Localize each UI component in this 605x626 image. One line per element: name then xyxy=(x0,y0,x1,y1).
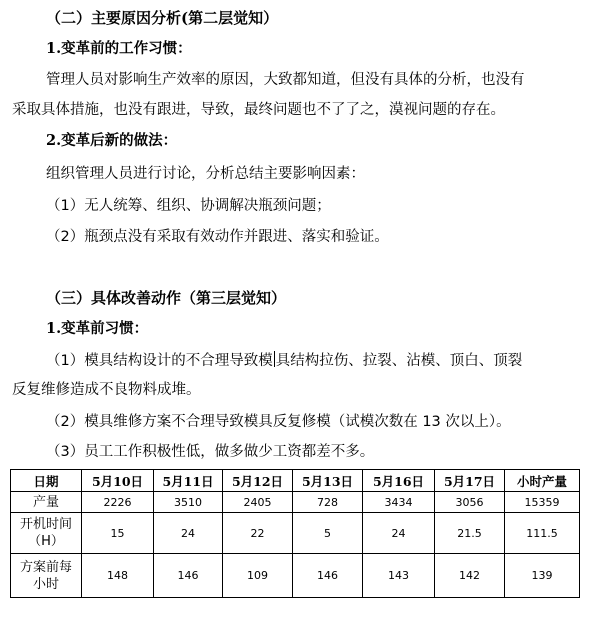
section2-sub1-title: 1.变革前的工作习惯： xyxy=(46,40,192,57)
table-header-cell: 5月17日 xyxy=(435,470,505,492)
text-cursor xyxy=(274,351,275,367)
table-cell: 24 xyxy=(363,513,435,554)
table-row xyxy=(11,492,580,513)
table-header-cell: 日期 xyxy=(11,470,82,492)
table-cell: 146 xyxy=(293,554,363,598)
table-cell: 728 xyxy=(293,492,363,513)
row-label xyxy=(11,554,82,598)
section2-sub2-title: 2.变革后新的做法： xyxy=(46,132,178,149)
table-cell: 148 xyxy=(82,554,154,598)
table-cell: 21.5 xyxy=(435,513,505,554)
row-label-line: 开机时间 xyxy=(19,517,72,532)
table-cell: 111.5 xyxy=(505,513,580,554)
table-cell: 3510 xyxy=(154,492,223,513)
row-label-line: （H） xyxy=(28,534,64,549)
table-cell: 109 xyxy=(223,554,293,598)
list-item: （3）员工工作积极性低，做多做少工资都差不多。 xyxy=(46,444,375,460)
table-cell: 22 xyxy=(223,513,293,554)
table-header-cell: 5月10日 xyxy=(82,470,154,492)
table-cell: 15 xyxy=(82,513,154,554)
section3-title: （三）具体改善动作（第三层觉知） xyxy=(46,289,287,307)
row-label: 产量 xyxy=(11,492,82,513)
table-header-cell: 5月11日 xyxy=(154,470,223,492)
list-item xyxy=(46,351,522,371)
table-cell: 3434 xyxy=(363,492,435,513)
table-cell: 15359 xyxy=(505,492,580,513)
paragraph-line: 反复维修造成不良物料成堆。 xyxy=(12,382,201,398)
paragraph-line: 采取具体措施，也没有跟进，导致，最终问题也不了了之，漠视问题的存在。 xyxy=(12,102,505,118)
list-item: （2）模具维修方案不合理导致模具反复修模（试模次数在 13 次以上）。 xyxy=(46,414,511,430)
list-item-part: （1）模具结构设计的不合理导致模 xyxy=(46,353,273,369)
table-header-cell: 5月13日 xyxy=(293,470,363,492)
table-cell: 143 xyxy=(363,554,435,598)
table-header-cell: 小时产量 xyxy=(505,470,580,492)
table-header-cell: 5月12日 xyxy=(223,470,293,492)
list-item: （2）瓶颈点没有采取有效动作并跟进、落实和验证。 xyxy=(46,229,389,245)
row-label xyxy=(11,513,82,554)
list-item: （1）无人统筹、组织、协调解决瓶颈问题； xyxy=(46,198,331,214)
table-cell: 2226 xyxy=(82,492,154,513)
production-table xyxy=(10,469,580,598)
paragraph-line: 组织管理人员进行讨论，分析总结主要影响因素： xyxy=(46,166,365,182)
paragraph-line: 管理人员对影响生产效率的原因，大致都知道，但没有具体的分析，也没有 xyxy=(46,72,525,88)
table-cell: 3056 xyxy=(435,492,505,513)
row-label-line: 方案前每 xyxy=(19,559,72,575)
table-cell: 146 xyxy=(154,554,223,598)
table-cell: 24 xyxy=(154,513,223,554)
table-cell: 2405 xyxy=(223,492,293,513)
row-label-line: 小时 xyxy=(32,576,59,592)
list-item-part: 具结构拉伤、拉裂、沾模、顶白、顶裂 xyxy=(275,353,523,369)
table-cell: 142 xyxy=(435,554,505,598)
section3-sub1-title: 1.变革前习惯： xyxy=(46,320,149,337)
table-row xyxy=(11,513,580,554)
table-header-cell: 5月16日 xyxy=(363,470,435,492)
table-cell: 5 xyxy=(293,513,363,554)
table-row xyxy=(11,554,580,598)
table-header-row xyxy=(11,470,580,492)
table-cell: 139 xyxy=(505,554,580,598)
section2-title: （二）主要原因分析(第二层觉知） xyxy=(46,9,279,27)
